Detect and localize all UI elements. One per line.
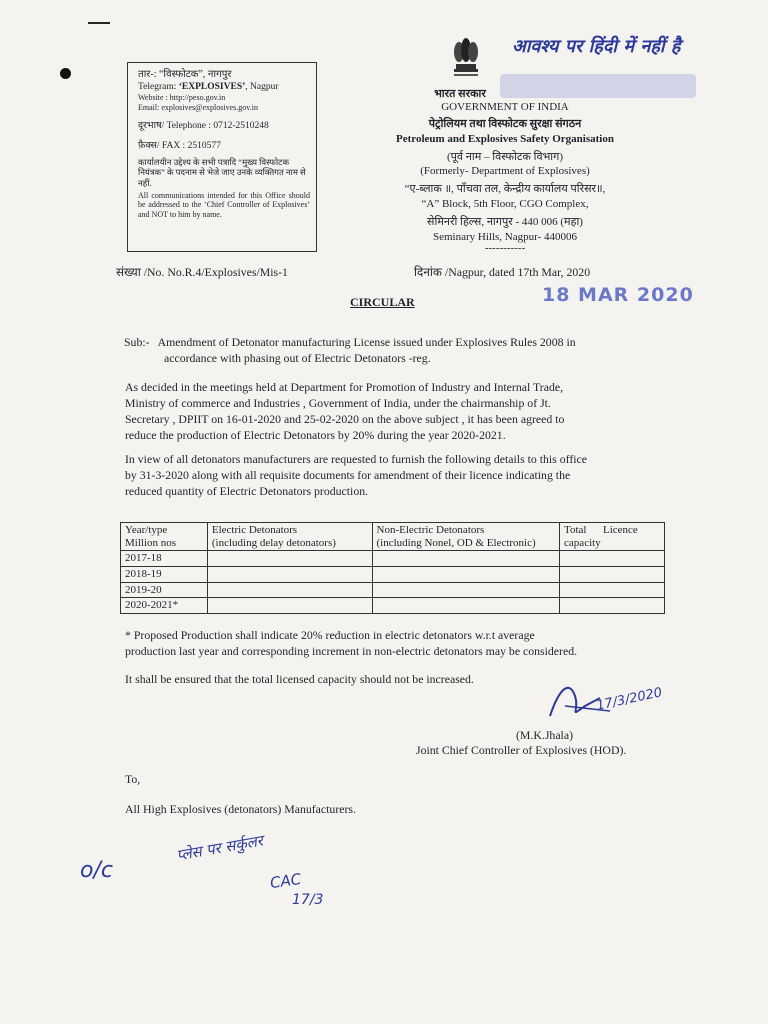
table-cell[interactable] (207, 598, 372, 614)
table-header-cell: Electric Detonators (including delay detonators) (207, 523, 372, 551)
table-row (121, 551, 665, 567)
para1-line: Secretary , DPIIT on 16-01-2020 and 25-02-2020 on the above subject , it has been agreed to (125, 411, 565, 426)
table-cell[interactable] (560, 598, 665, 614)
handwritten-note: प्लेस पर सर्कुलर (175, 831, 265, 865)
national-emblem-icon (448, 34, 484, 80)
paragraph-2 (125, 452, 587, 500)
table-row (121, 582, 665, 598)
table-cell[interactable] (372, 598, 560, 614)
signature-date: 17/3/2020 (595, 685, 664, 714)
note-hindi: कार्यालयीन उद्देश्य के सभी पत्रादि “मुख्य विस्फोटक नियंत्रक” के पदनाम से भेजे जाए उनके व्यक्तिगत नाम से नहीं. (138, 157, 306, 188)
footnote-line: production last year and corresponding increment in non-electric detonators may be considered. (125, 643, 578, 658)
table-row (121, 598, 665, 614)
para2-line: by 31-3-2020 along with all requisite documents for amendment of their licence indicating the (125, 467, 571, 482)
licence-capacity-table (120, 522, 665, 614)
signatory-name: (M.K.Jhala) (516, 728, 574, 742)
address-hindi-2: सेमिनरी हिल्स, नागपुर - 440 006 (महा) (427, 216, 583, 228)
recipient: All High Explosives (detonators) Manufacturers. (125, 802, 356, 816)
formerly-hindi: (पूर्व नाम – विस्फोटक विभाग) (446, 151, 564, 163)
table-cell[interactable] (372, 551, 560, 567)
table-header-cell: Year/type Million nos (121, 523, 208, 551)
footnote-line: * Proposed Production shall indicate 20% reduction in electric detonators w.r.t average (125, 628, 535, 642)
formerly-english: (Formerly- Department of Explosives) (420, 165, 590, 177)
para2-line: In view of all detonators manufacturers are requested to furnish the following details to this office (125, 452, 588, 466)
contact-info-box (127, 62, 317, 252)
website-link[interactable]: Website : http://peso.gov.in (138, 93, 226, 103)
table-cell[interactable] (372, 566, 560, 582)
address-dashes: ----------- (484, 242, 526, 254)
table-cell[interactable] (207, 566, 372, 582)
fax: फ़ैक्स/ FAX : 2510577 (138, 141, 221, 152)
capacity-note: It shall be ensured that the total licensed capacity should not be increased. (125, 672, 474, 686)
table-cell[interactable] (560, 582, 665, 598)
subject-line-2: accordance with phasing out of Electric Detonators -reg. (164, 350, 431, 365)
bharat-sarkar: भारत सरकार (434, 88, 486, 100)
para2-line: reduced quantity of Electric Detonators production. (125, 483, 369, 498)
address-hindi-1: “ए-ब्लाक ॥, पाँचवा तल, केन्द्रीय कार्यालय परिसर॥, (404, 183, 606, 195)
table-row (121, 566, 665, 582)
telephone: दूरभाष/ Telephone : 0712-2510248 (138, 121, 269, 132)
subject-line-1: Amendment of Detonator manufacturing License issued under Explosives Rules 2008 in (157, 335, 576, 349)
table-cell[interactable] (560, 566, 665, 582)
address-english-1: “A” Block, 5th Floor, CGO Complex, (421, 198, 589, 210)
footnote (125, 628, 577, 660)
note-english: All communications intended for this Office should be addressed to the ‘Chief Controller of Explosives’ and NOT to him by name. (138, 190, 310, 219)
circular-date: दिनांक /Nagpur, dated 17th Mar, 2020 (414, 265, 591, 279)
signatory-title: Joint Chief Controller of Explosives (HOD). (416, 743, 627, 757)
subject-label: Sub:- (124, 335, 150, 349)
para1-line: reduce the production of Electric Detonators by 20% during the year 2020-2021. (125, 427, 506, 442)
to-label: To, (125, 772, 141, 786)
handwritten-date: 17/3 (292, 892, 324, 908)
top-rule (88, 22, 110, 24)
table-cell-year: 2019-20 (121, 582, 208, 598)
table-header-cell: Total Licence capacity (560, 523, 665, 551)
punch-hole (60, 68, 71, 79)
handwritten-initials: CAC (268, 869, 303, 893)
telegraph-hindi: तार-: “विस्फोटक”, नागपुर (138, 69, 232, 80)
table-header-row (121, 523, 665, 551)
table-cell-year: 2017-18 (121, 551, 208, 567)
subject-block (124, 335, 576, 367)
paragraph-1 (125, 380, 564, 444)
table-cell[interactable] (207, 582, 372, 598)
peso-hindi: पेट्रोलियम तथा विस्फोटक सुरक्षा संगठन (428, 118, 582, 130)
peso-name: Petroleum and Explosives Safety Organisation (396, 133, 614, 145)
telegram-line: Telegram: ‘EXPLOSIVES’, Nagpur (138, 81, 279, 92)
table-cell[interactable] (372, 582, 560, 598)
table-cell-year: 2018-19 (121, 566, 208, 582)
table-cell-year: 2020-2021* (121, 598, 208, 614)
date-stamp: 18 MAR 2020 (542, 284, 694, 306)
received-stamp-blur (500, 74, 696, 98)
reference-number: संख्या /No. No.R.4/Explosives/Mis-1 (116, 265, 288, 279)
table-header-cell: Non-Electric Detonators (including Nonel, OD & Electronic) (372, 523, 560, 551)
handwritten-top-note: आवश्य पर हिंदी में नहीं है (512, 36, 681, 57)
table-cell[interactable] (207, 551, 372, 567)
para1-line: As decided in the meetings held at Department for Promotion of Industry and Internal Trade, (125, 380, 564, 394)
address-english-2: Seminary Hills, Nagpur- 440006 (433, 231, 577, 243)
para1-line: Ministry of commerce and Industries , Government of India, under the chairmanship of Jt. (125, 395, 551, 410)
table-cell[interactable] (560, 551, 665, 567)
email-link[interactable]: Email: explosives@explosives.gov.in (138, 103, 258, 113)
handwritten-oc: o/c (80, 858, 113, 883)
government-of-india: GOVERNMENT OF INDIA (441, 101, 569, 113)
circular-title: CIRCULAR (350, 295, 415, 309)
